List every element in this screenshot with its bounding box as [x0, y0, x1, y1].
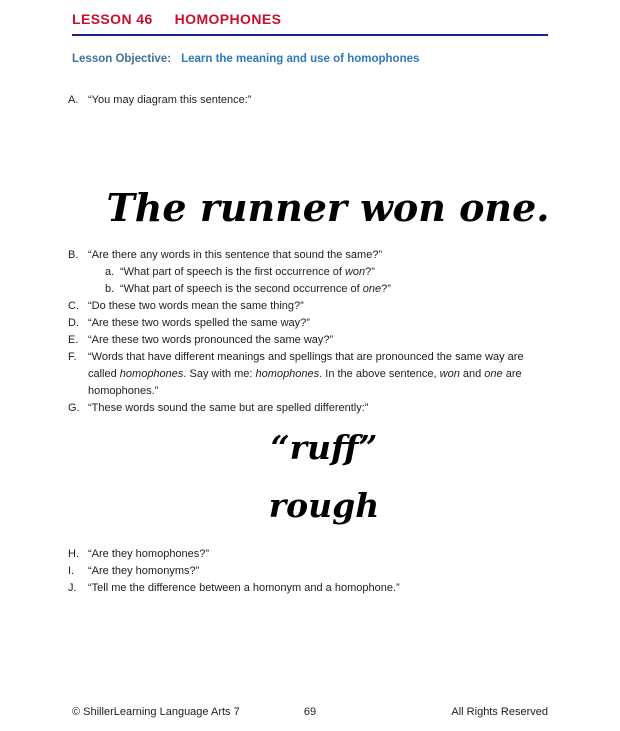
item-letter: b. [105, 283, 115, 295]
item-text: “Are they homonyms?” [88, 565, 200, 577]
list-item [68, 92, 548, 109]
item-text: “You may diagram this sentence:” [88, 94, 252, 106]
item-text: “Are there any words in this sentence that sound the same?” [88, 249, 383, 261]
item-letter: F. [68, 351, 77, 363]
item-text: “Words that have different meanings and spellings that are pronounced the same way are called homophones. Say with me: homophones. In the above sentence, won and one are homophones.” [88, 351, 524, 397]
lesson-objective [72, 51, 548, 68]
item-letter: D. [68, 317, 79, 329]
item-text: “Are these two words spelled the same way?” [88, 317, 310, 329]
list-item [68, 580, 548, 597]
item-letter: G. [68, 402, 80, 414]
list-item [68, 298, 548, 315]
list-item [68, 563, 548, 580]
list-item [105, 264, 548, 281]
list-item [68, 349, 548, 400]
script-word-ruff: “ruff” [270, 428, 378, 467]
objective-text: Learn the meaning and use of homophones [181, 53, 420, 65]
item-text: “These words sound the same but are spelled differently:” [88, 402, 369, 414]
header-rule [72, 34, 548, 36]
instruction-list-b [68, 247, 548, 417]
list-item [105, 281, 548, 298]
page-footer [72, 705, 548, 720]
list-item [68, 247, 548, 264]
list-item [68, 315, 548, 332]
lesson-title: HOMOPHONES [174, 11, 282, 27]
list-item [68, 546, 548, 563]
footer-page-number: 69 [303, 706, 317, 718]
script-sentence: The runner won one. [106, 185, 550, 230]
item-letter: a. [105, 266, 115, 278]
item-letter: I. [68, 565, 75, 577]
item-text: “What part of speech is the second occurrence of one?” [120, 283, 391, 295]
item-text: “What part of speech is the first occurrence of won?” [120, 266, 375, 278]
objective-label: Lesson Objective: [72, 53, 172, 65]
script-word-rough: rough [268, 486, 380, 525]
item-text: “Are these two words pronounced the same way?” [88, 334, 334, 346]
item-letter: J. [68, 582, 77, 594]
item-text: “Do these two words mean the same thing?” [88, 300, 304, 312]
item-letter: E. [68, 334, 79, 346]
item-text: “Tell me the difference between a homonym and a homophone.” [88, 582, 400, 594]
item-letter: H. [68, 548, 79, 560]
list-item [68, 400, 548, 417]
footer-copyright: © ShillerLearning Language Arts 7 [72, 706, 240, 718]
item-text: “Are they homophones?” [88, 548, 210, 560]
instruction-list-a [68, 92, 548, 109]
item-letter: C. [68, 300, 79, 312]
lesson-number: LESSON 46 [72, 11, 153, 27]
lesson-header [72, 0, 548, 28]
list-item [68, 332, 548, 349]
item-letter: A. [68, 94, 79, 106]
item-letter: B. [68, 249, 79, 261]
instruction-list-h [68, 546, 548, 597]
footer-rights: All Rights Reserved [451, 706, 548, 718]
